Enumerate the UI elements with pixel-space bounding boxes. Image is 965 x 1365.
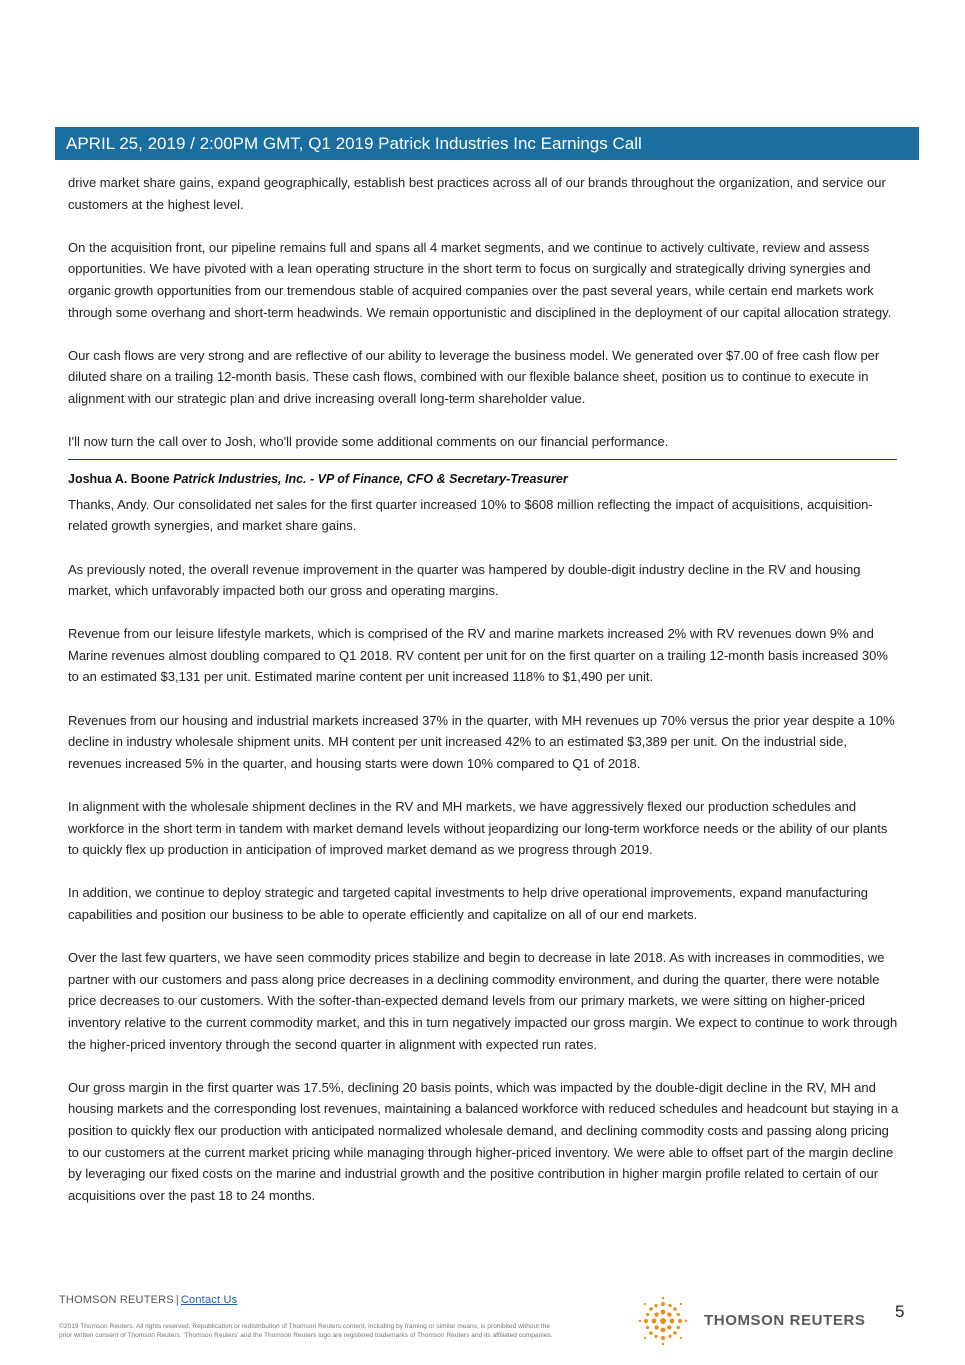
logo-wordmark: THOMSON REUTERS — [704, 1312, 866, 1329]
speaker-divider — [68, 459, 897, 460]
footer-brand — [59, 1294, 237, 1306]
page-number: 5 — [895, 1302, 905, 1321]
paragraph: In addition, we continue to deploy strategic and targeted capital investments to help drive operational improvements, expand manufacturing capabilities and position our business to be able to operate efficiently and capitalize on all of our end markets. — [68, 885, 868, 922]
footer-separator: | — [175, 1294, 179, 1306]
page-header-title: APRIL 25, 2019 / 2:00PM GMT, Q1 2019 Patrick Industries Inc Earnings Call — [55, 127, 919, 160]
paragraph: Revenues from our housing and industrial markets increased 37% in the quarter, with MH revenues up 70% versus the prior year despite a 10% decline in industry wholesale shipment units. MH content per unit increased 42% to an estimated $3,389 per unit. On the industrial side, revenues increased 5% in the quarter, and housing starts were down 10% compared to Q1 of 2018. — [68, 712, 895, 771]
transcript-body — [68, 172, 900, 1228]
paragraph: As previously noted, the overall revenue improvement in the quarter was hampered by double-digit industry decline in the RV and housing market, which unfavorably impacted both our gross and operating margins. — [68, 561, 861, 599]
thomson-reuters-logo-icon — [633, 1296, 693, 1346]
footer-brand-name: THOMSON REUTERS — [59, 1294, 174, 1306]
paragraph: drive market share gains, expand geographically, establish best practices across all of our brands throughout the organization, and service our customers at the highest level. — [68, 175, 886, 212]
speaker-heading — [68, 469, 900, 489]
paragraph: Our cash flows are very strong and are reflective of our ability to leverage the business model. We generated over $7.00 of free cash flow per diluted share on a trailing 12-month basis. These cash flows, combined with our flexible balance sheet, position us to continue to execute in alignment with our strategic plan and drive increasing overall long-term shareholder value. — [68, 347, 880, 406]
speaker-role: Patrick Industries, Inc. - VP of Finance, CFO & Secretary-Treasurer — [173, 471, 568, 486]
paragraph: I'll now turn the call over to Josh, who'll provide some additional comments on our financial performance. — [68, 434, 669, 450]
paragraph: In alignment with the wholesale shipment declines in the RV and MH markets, we have aggressively flexed our production schedules and workforce in the short term in tandem with market demand levels without jeopardizing our long-term workforce needs or the ability of our plants to quickly flex up production in anticipation of improved market demand as we progress through 2019. — [68, 799, 888, 858]
paragraph: On the acquisition front, our pipeline remains full and spans all 4 market segments, and we continue to actively cultivate, review and assess opportunities. We have pivoted with a lean operating structure in the short term to focus on surgically and strategically driving synergies and organic growth opportunities from our tremendous stable of acquired companies over the past several years, while certain end markets work through some overhang and short-term headwinds. We remain opportunistic and disciplined in the deployment of our capital allocation strategy. — [68, 239, 892, 320]
footer-legal-text: ©2019 Thomson Reuters. All rights reserved. Republication or redistribution of Thomson Reuters content, including by framing or similar means, is prohibited without the prior written consent of Thomson Reuters. 'Thomson Reuters' and the Thomson Reuters logo are registered trademarks of Thomson Reuters and its affiliated companies. — [59, 1323, 553, 1339]
paragraph: Thanks, Andy. Our consolidated net sales for the first quarter increased 10% to $608 million reflecting the impact of acquisitions, acquisition-related growth synergies, and market share gains. — [68, 496, 873, 534]
paragraph: Revenue from our leisure lifestyle markets, which is comprised of the RV and marine markets increased 2% with RV revenues down 9% and Marine revenues almost doubling compared to Q1 2018. RV content per unit for on the first quarter on a trailing 12-month basis increased 30% to an estimated $3,131 per unit. Estimated marine content per unit increased 118% to $1,490 per unit. — [68, 626, 888, 685]
contact-us-link[interactable]: Contact Us — [180, 1294, 238, 1306]
paragraph: Our gross margin in the first quarter was 17.5%, declining 20 basis points, which was impacted by the double-digit decline in the RV, MH and housing markets and the corresponding lost revenues, maintaining a balanced workforce with reduced schedules and headcount but staying in a position to quickly flex our production with anticipated normalized wholesale demand, and declining commodity costs and passing along pricing to our customers at the current market pricing while managing through higher-priced inventory. We were able to offset part of the margin decline by leveraging our fixed costs on the marine and industrial growth and the positive contribution in higher margin profile related to certain of our acquisitions over the past 18 to 24 months. — [68, 1079, 899, 1203]
paragraph: Over the last few quarters, we have seen commodity prices stabilize and begin to decrease in late 2018. As with increases in commodities, we partner with our customers and pass along price decreases in a declining commodity environment, and during the quarter, there were notable price decreases to our customers. With the softer-than-expected demand levels from our primary markets, we were sitting on higher-priced inventory relative to the current commodity market, and this in turn negatively impacted our gross margin. We expect to continue to work through the higher-priced inventory through the second quarter in alignment with expected run rates. — [68, 950, 898, 1052]
speaker-name: Joshua A. Boone — [68, 471, 170, 486]
